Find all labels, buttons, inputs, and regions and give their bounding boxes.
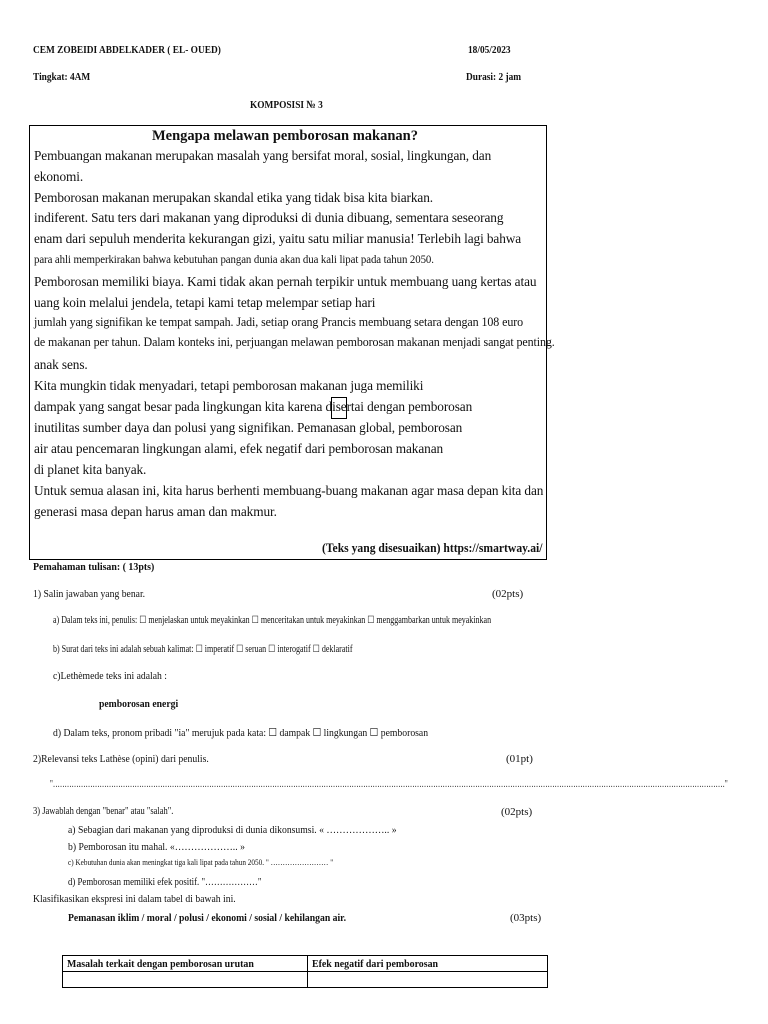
exam-title: KOMPOSISI № 3 <box>250 99 323 111</box>
passage-line: indiferent. Satu ters dari makanan yang diproduksi di dunia dibuang, sementara seseorang <box>34 210 504 225</box>
passage-line: di planet kita banyak. <box>34 462 147 477</box>
passage-line: inutilitas sumber daya dan polusi yang signifikan. Pemanasan global, pemborosan <box>34 420 463 435</box>
question-3-points: (02pts) <box>501 806 533 818</box>
passage-line: Kita mungkin tidak menyadari, tetapi pemborosan makanan juga memiliki <box>34 378 424 393</box>
question-1a: a) Dalam teks ini, penulis: ☐ menjelaskan untuk meyakinkan ☐ menceritakan untuk meyakinkan ☐ menggambarkan untuk meyakinkan <box>53 615 492 626</box>
passage-line: jumlah yang signifikan ke tempat sampah. Jadi, setiap orang Prancis membuang setara dengan 108 euro <box>34 315 524 329</box>
passage-line: enam dari sepuluh menderita kekurangan gizi, yaitu satu miliar manusia! Terlebih lagi bahwa <box>34 231 522 246</box>
passage-source: (Teks yang disesuaikan) https://smartway.ai/ <box>322 541 543 555</box>
question-3c: c) Kebutuhan dunia akan meningkat tiga kali lipat pada tahun 2050. " …………………… " <box>68 857 334 867</box>
question-2: 2)Relevansi teks Lathèse (opini) dari penulis. <box>33 753 209 765</box>
question-1-points: (02pts) <box>492 588 524 600</box>
question-4-points: (03pts) <box>510 912 542 924</box>
question-4-words: Pemanasan iklim / moral / polusi / ekonomi / sosial / kehilangan air. <box>68 912 346 924</box>
question-4: Klasifikasikan ekspresi ini dalam tabel di bawah ini. <box>33 893 236 905</box>
question-1c-answer: pemborosan energi <box>99 698 179 710</box>
question-1c: c)Lethèmede teks ini adalah : <box>53 670 167 682</box>
passage-line: Untuk semua alasan ini, kita harus berhenti membuang-buang makanan agar masa depan kita dan <box>34 483 544 498</box>
table-cell-effects[interactable] <box>308 972 548 988</box>
passage-line: anak sens. <box>34 357 88 372</box>
comprehension-heading: Pemahaman tulisan: ( 13pts) <box>33 561 155 573</box>
passage-line: de makanan per tahun. Dalam konteks ini, perjuangan melawan pemborosan makanan menjadi sangat penting. <box>34 335 555 349</box>
passage-line: Pembuangan makanan merupakan masalah yang bersifat moral, sosial, lingkungan, dan <box>34 148 492 163</box>
duration-label: Durasi: 2 jam <box>466 71 522 83</box>
passage-line: air atau pencemaran lingkungan alami, efek negatif dari pemborosan makanan <box>34 441 444 456</box>
exam-date: 18/05/2023 <box>468 44 511 56</box>
table-cell-problems[interactable] <box>63 972 308 988</box>
passage-line: ekonomi. <box>34 169 84 184</box>
table-header-problems: Masalah terkait dengan pemborosan urutan <box>63 956 308 972</box>
passage-line: dampak yang sangat besar pada lingkungan kita karena disertai dengan pemborosan <box>34 399 473 414</box>
question-3d: d) Pemborosan memiliki efek positif. "………………" <box>68 877 262 888</box>
table-header-effects: Efek negatif dari pemborosan <box>308 956 548 972</box>
school-name: CEM ZOBEIDI ABDELKADER ( EL- OUED) <box>33 44 221 56</box>
passage-line: para ahli memperkirakan bahwa kebutuhan pangan dunia akan dua kali lipat pada tahun 2050. <box>34 252 434 266</box>
classification-table <box>62 955 548 988</box>
level-label: Tingkat: 4AM <box>33 71 91 83</box>
highlight-box <box>331 397 347 419</box>
passage-title: Mengapa melawan pemborosan makanan? <box>152 128 418 144</box>
question-1: 1) Salin jawaban yang benar. <box>33 588 146 600</box>
passage-line: generasi masa depan harus aman dan makmur. <box>34 504 277 519</box>
question-2-points: (01pt) <box>506 753 533 765</box>
question-3a: a) Sebagian dari makanan yang diproduksi di dunia dikonsumsi. « ……………….. » <box>68 824 397 836</box>
passage-line: uang koin melalui jendela, tetapi kami tetap melempar setiap hari <box>34 295 376 310</box>
question-2-answer-line: "………………………………………………………………………………………………………………………………………………………………………………………………………………………………………………………………" <box>50 779 728 790</box>
question-1b: b) Surat dari teks ini adalah sebuah kalimat: ☐ imperatif ☐ seruan ☐ interogatif ☐ deklaratif <box>53 644 353 655</box>
question-3: 3) Jawablah dengan "benar" atau "salah". <box>33 806 174 817</box>
question-1d: d) Dalam teks, pronom pribadi "ia" merujuk pada kata: ☐ dampak ☐ lingkungan ☐ pemborosan <box>53 727 429 739</box>
passage-line: Pemborosan makanan merupakan skandal etika yang tidak bisa kita biarkan. <box>34 190 433 205</box>
question-3b: b) Pemborosan itu mahal. «……………….. » <box>68 841 245 853</box>
passage-line: Pemborosan memiliki biaya. Kami tidak akan pernah terpikir untuk membuang uang kertas atau <box>34 274 537 289</box>
